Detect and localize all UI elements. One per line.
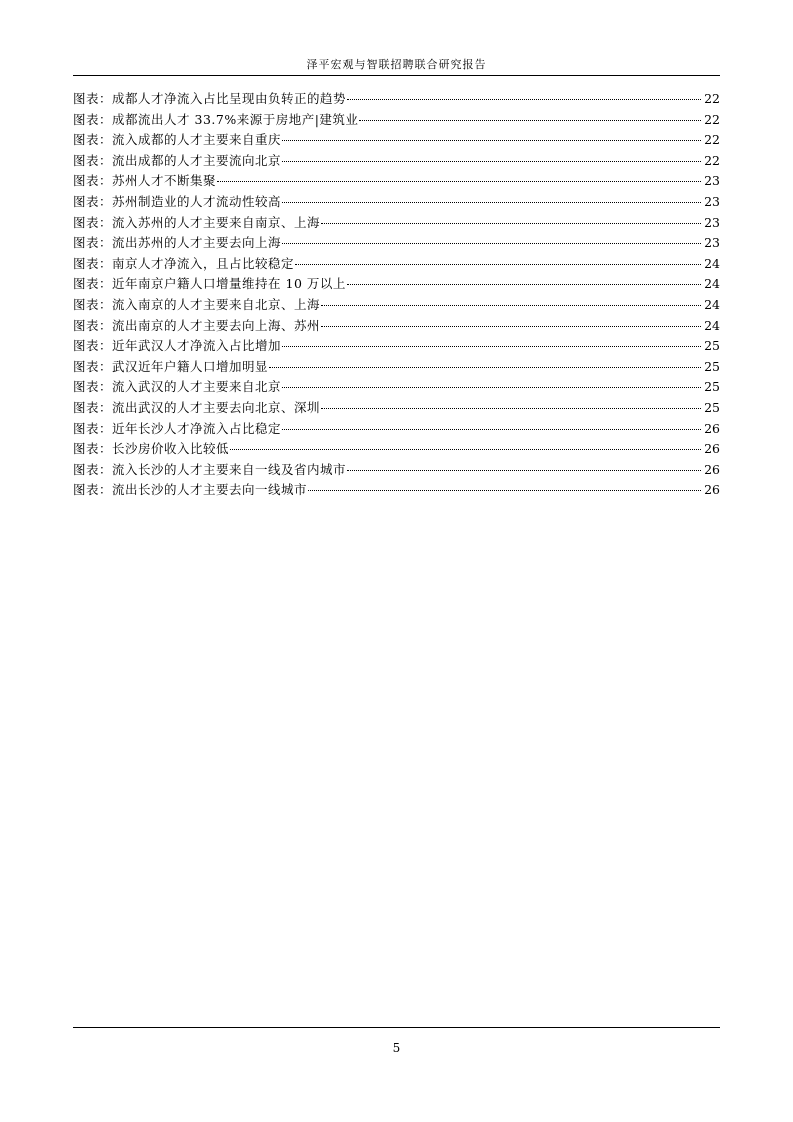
toc-entry-title: 流入南京的人才主要来自北京、上海	[112, 296, 321, 312]
toc-entry-page: 23	[704, 214, 720, 230]
toc-entry-title: 南京人才净流入，且占比较稳定	[112, 255, 295, 271]
toc-dot-leader	[321, 305, 701, 306]
toc-entry[interactable]	[73, 233, 720, 254]
footer-rule	[73, 1027, 720, 1028]
toc-entry-title: 成都流出人才 33.7%来源于房地产|建筑业	[112, 111, 359, 127]
toc-list	[73, 89, 720, 501]
toc-entry-page: 24	[704, 276, 720, 292]
toc-entry-prefix: 图表：	[73, 235, 113, 251]
toc-dot-leader	[282, 243, 701, 244]
page-number: 5	[392, 1041, 401, 1055]
toc-entry[interactable]	[73, 130, 720, 151]
toc-entry-prefix: 图表：	[73, 276, 113, 292]
toc-entry-title: 近年武汉人才净流入占比增加	[112, 338, 282, 354]
toc-entry[interactable]	[73, 89, 720, 110]
toc-entry-page: 24	[704, 317, 720, 333]
toc-entry-title: 流入武汉的人才主要来自北京	[112, 379, 282, 395]
toc-entry-title: 成都人才净流入占比呈现由负转正的趋势	[112, 91, 347, 106]
toc-entry-prefix: 图表：	[73, 193, 113, 209]
toc-entry-prefix: 图表：	[73, 420, 113, 436]
toc-entry-title: 流出成都的人才主要流向北京	[112, 152, 282, 168]
toc-entry-page: 22	[704, 91, 720, 106]
toc-entry-prefix: 图表：	[73, 132, 113, 148]
toc-entry-title: 流出武汉的人才主要去向北京、深圳	[112, 399, 321, 415]
toc-entry[interactable]	[73, 439, 720, 460]
toc-entry-title: 流出苏州的人才主要去向上海	[112, 235, 282, 251]
toc-entry-prefix: 图表：	[73, 461, 113, 477]
toc-entry-title: 近年南京户籍人口增量维持在 10 万以上	[112, 276, 346, 292]
toc-dot-leader	[217, 181, 701, 182]
toc-dot-leader	[347, 99, 701, 100]
toc-dot-leader	[321, 223, 701, 224]
toc-entry-prefix: 图表：	[73, 317, 113, 333]
toc-entry-prefix: 图表：	[73, 296, 113, 312]
toc-entry-page: 25	[704, 358, 720, 374]
toc-entry[interactable]	[73, 171, 720, 192]
toc-entry[interactable]	[73, 357, 720, 378]
toc-dot-leader	[359, 120, 701, 121]
toc-dot-leader	[282, 387, 701, 388]
toc-entry-page: 26	[704, 482, 720, 498]
toc-dot-leader	[282, 202, 701, 203]
toc-entry-title: 苏州制造业的人才流动性较高	[112, 193, 282, 209]
toc-entry[interactable]	[73, 110, 720, 131]
toc-entry-page: 25	[704, 379, 720, 395]
toc-dot-leader	[282, 346, 701, 347]
toc-entry[interactable]	[73, 295, 720, 316]
toc-dot-leader	[321, 326, 701, 327]
toc-entry-prefix: 图表：	[73, 173, 113, 189]
toc-entry[interactable]	[73, 419, 720, 440]
toc-entry[interactable]	[73, 192, 720, 213]
toc-entry-title: 近年长沙人才净流入占比稳定	[112, 420, 282, 436]
toc-entry-page: 22	[704, 132, 720, 148]
header-rule	[73, 75, 720, 76]
toc-dot-leader	[282, 429, 701, 430]
toc-dot-leader	[347, 470, 701, 471]
toc-entry-page: 24	[704, 296, 720, 312]
toc-entry-page: 24	[704, 255, 720, 271]
toc-entry-page: 25	[704, 338, 720, 354]
toc-dot-leader	[321, 408, 701, 409]
toc-entry-prefix: 图表：	[73, 441, 113, 457]
toc-entry-page: 26	[704, 420, 720, 436]
toc-entry-prefix: 图表：	[73, 255, 113, 271]
toc-entry[interactable]	[73, 151, 720, 172]
toc-entry[interactable]	[73, 274, 720, 295]
toc-entry[interactable]	[73, 460, 720, 481]
toc-entry-prefix: 图表：	[73, 358, 113, 374]
toc-dot-leader	[282, 140, 701, 141]
toc-entry[interactable]	[73, 254, 720, 275]
toc-entry-prefix: 图表：	[73, 399, 113, 415]
toc-entry-title: 长沙房价收入比较低	[112, 441, 230, 457]
toc-entry-prefix: 图表：	[73, 379, 113, 395]
toc-dot-leader	[347, 284, 701, 285]
toc-entry-page: 23	[704, 173, 720, 189]
toc-dot-leader	[295, 264, 701, 265]
toc-entry-title: 苏州人才不断集聚	[112, 173, 217, 189]
toc-entry-page: 26	[704, 461, 720, 477]
toc-entry-title: 流出南京的人才主要去向上海、苏州	[112, 317, 321, 333]
toc-entry-prefix: 图表：	[73, 111, 113, 127]
toc-entry-prefix: 图表：	[73, 91, 113, 106]
toc-entry-page: 22	[704, 111, 720, 127]
toc-entry[interactable]	[73, 316, 720, 337]
toc-entry-prefix: 图表：	[73, 214, 113, 230]
toc-entry-title: 武汉近年户籍人口增加明显	[112, 358, 269, 374]
toc-entry[interactable]	[73, 213, 720, 234]
toc-dot-leader	[282, 161, 701, 162]
toc-entry-page: 25	[704, 399, 720, 415]
toc-entry[interactable]	[73, 336, 720, 357]
toc-entry[interactable]	[73, 398, 720, 419]
toc-entry[interactable]	[73, 480, 720, 501]
toc-entry-prefix: 图表：	[73, 482, 113, 498]
toc-entry-page: 26	[704, 441, 720, 457]
toc-entry-title: 流入长沙的人才主要来自一线及省内城市	[112, 461, 347, 477]
toc-entry-page: 22	[704, 152, 720, 168]
report-header: 泽平宏观与智联招聘联合研究报告	[306, 58, 487, 71]
toc-entry-page: 23	[704, 235, 720, 251]
toc-entry-prefix: 图表：	[73, 152, 113, 168]
toc-entry-prefix: 图表：	[73, 338, 113, 354]
toc-entry-title: 流入成都的人才主要来自重庆	[112, 132, 282, 148]
toc-dot-leader	[269, 367, 701, 368]
toc-dot-leader	[230, 449, 701, 450]
toc-dot-leader	[308, 490, 701, 491]
toc-entry-page: 23	[704, 193, 720, 209]
toc-entry[interactable]	[73, 377, 720, 398]
toc-entry-title: 流出长沙的人才主要去向一线城市	[112, 482, 308, 498]
toc-entry-title: 流入苏州的人才主要来自南京、上海	[112, 214, 321, 230]
